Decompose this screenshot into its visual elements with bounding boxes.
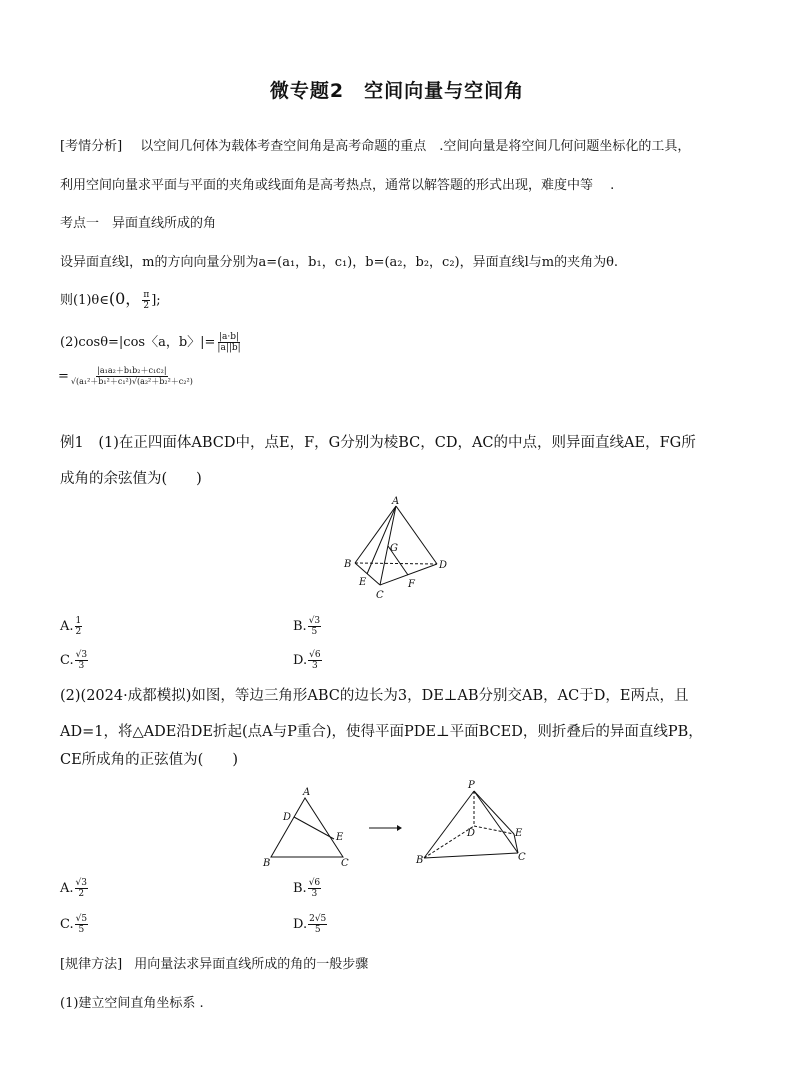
method-line [60, 956, 368, 974]
rule-1-interval: (0， [108, 289, 142, 308]
folded-pyramid-figure [414, 778, 539, 868]
q1-text-1: (1)在正四面体ABCD中，点E，F，G分别为棱BC，CD，AC的中点，则异面直线AE，FG所 [98, 435, 696, 451]
edge-pc [474, 791, 518, 853]
intro-line-1 [60, 138, 690, 156]
edge-pb [424, 791, 474, 858]
fold-label-b: B [416, 855, 424, 866]
tri-label-b: B [263, 858, 271, 869]
page-title: 微专题2 空间向量与空间角 [269, 80, 525, 102]
example-1-q2-line-2: AD=1，将△ADE沿DE折起(点A与P重合)，使得平面PDE⊥平面BCED，则折叠后的异面直线PB， [60, 724, 703, 740]
example-label: 例1 [60, 435, 84, 451]
intro-line-2: 利用空间向量求平面与平面的夹角或线面角是高考热点，通常以解答题的形式出现，难度中等 . [60, 178, 615, 193]
label-a: A [392, 496, 400, 507]
rule-3-fraction: $\frac{\text{|a₁a₂＋b₁b₂＋c₁c₂|}}{\text{√(a₁²＋b₁²＋c₁²)√(a₂²＋b₂²＋c₂²)}}$ [70, 366, 193, 386]
section-heading: 考点一 异面直线所成的角 [60, 216, 217, 231]
example-1-q2-line-3: CE所成角的正弦值为( ) [60, 752, 238, 768]
label-c: C [376, 590, 384, 601]
rule-3: = $\frac{\text{|a₁a₂＋b₁b₂＋c₁c₂|}}{\text{√(a₁²＋b₁²＋c₁²)√(a₂²＋b₂²＋c₂²)}}$ [58, 366, 193, 386]
q1-option-b[interactable]: B. $\frac{√3}{5}$ [293, 616, 321, 637]
tri-label-d: D [283, 812, 292, 823]
edge-bd-hidden [355, 563, 437, 564]
tri-label-e: E [336, 832, 344, 843]
edge-bc [424, 853, 518, 858]
setup-text: 设异面直线l，m的方向向量分别为a=(a₁，b₁，c₁)，b=(a₂，b₂，c₂)，异面直线l与m的夹角为θ. [60, 255, 619, 270]
intro-tag: [考情分析] [60, 139, 123, 154]
edge-ad [396, 506, 437, 564]
tri-label-c: C [341, 858, 349, 869]
q2-option-d[interactable]: D. $\frac{2√5}{5}$ [293, 914, 327, 935]
example-1-q1-line-2: 成角的余弦值为( ) [60, 471, 202, 487]
fold-label-d: D [467, 828, 476, 839]
q1-option-c[interactable]: C. $\frac{√3}{3}$ [60, 650, 88, 671]
rule-1 [60, 290, 161, 311]
q2-option-b[interactable]: B. $\frac{√6}{3}$ [293, 878, 321, 899]
label-f: F [408, 579, 415, 590]
triangle-abc [271, 798, 343, 857]
method-text: 用向量法求异面直线所成的角的一般步骤 [134, 957, 369, 972]
fold-label-c: C [518, 852, 526, 863]
example-1-q1-line-1 [60, 433, 696, 453]
q1-option-d[interactable]: D. $\frac{√6}{3}$ [293, 650, 321, 671]
triangle-figure [258, 784, 358, 870]
label-d: D [439, 560, 448, 571]
example-1-q2-line-1: (2)(2024·成都模拟)如图，等边三角形ABC的边长为3，DE⊥AB分别交AB，AC于D，E两点，且 [60, 688, 689, 704]
label-b: B [344, 559, 352, 570]
method-tag: [规律方法] [60, 957, 123, 972]
segment-de [294, 817, 334, 839]
intro-text-1: 以空间几何体为载体考查空间角是高考命题的重点 .空间向量是将空间几何问题坐标化的工具， [140, 139, 691, 154]
fold-arrow-icon [365, 820, 405, 836]
method-step-1: (1)建立空间直角坐标系 . [60, 996, 204, 1011]
label-g: G [390, 543, 398, 554]
tetrahedron-figure [340, 494, 450, 602]
q1-option-a[interactable]: A. $\frac{1}{2}$ [60, 616, 82, 637]
rule-2-prefix: (2)cosθ=|cos〈a，b〉|= [60, 335, 216, 350]
fold-label-p: P [468, 780, 475, 791]
rule-1-close: ]; [151, 293, 161, 308]
q2-option-c[interactable]: C. $\frac{√5}{5}$ [60, 914, 88, 935]
q2-option-a[interactable]: A. $\frac{√3}{2}$ [60, 878, 87, 899]
pi-over-2: $\frac{\pi}{2}$ [143, 290, 150, 311]
rule-1-prefix: 则(1)θ∈ [60, 293, 109, 308]
tri-label-a: A [303, 787, 311, 798]
rule-2-fraction: $\frac{|a\cdot b|}{|a||b|}$ [217, 332, 241, 353]
label-e: E [359, 577, 367, 588]
fold-label-e: E [515, 828, 523, 839]
rule-2 [60, 332, 243, 353]
